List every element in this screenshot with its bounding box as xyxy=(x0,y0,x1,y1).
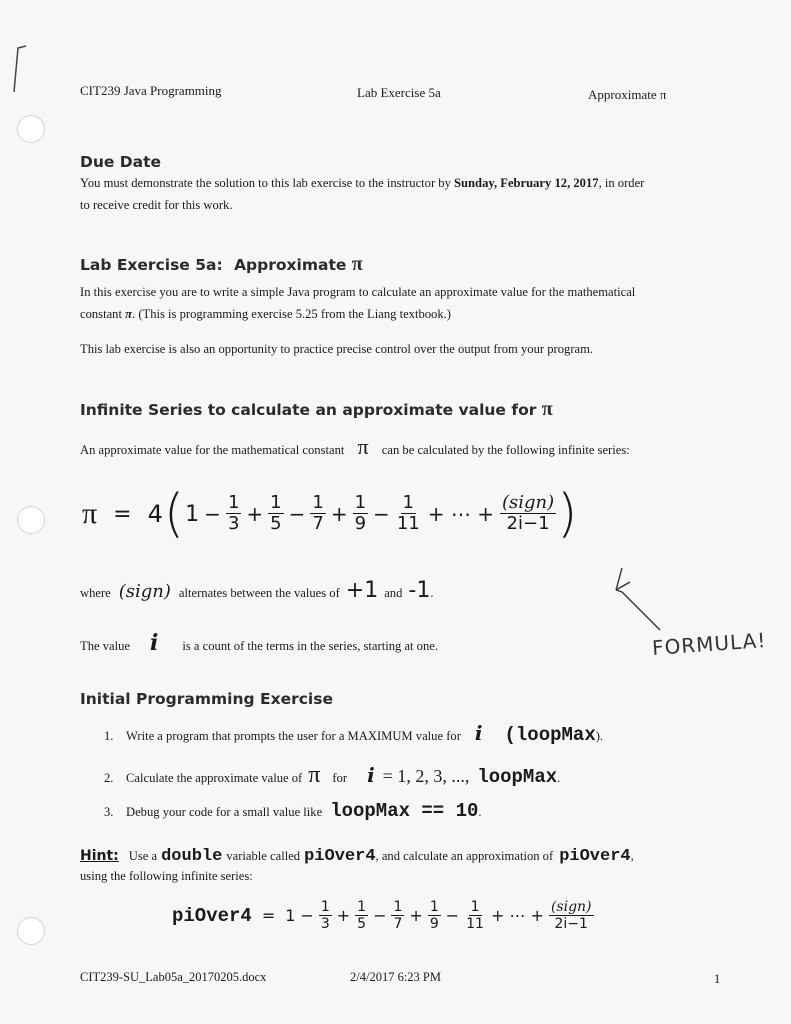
series-heading xyxy=(80,398,553,421)
exercise-item-2 xyxy=(104,764,560,789)
header-course: CIT239 Java Programming xyxy=(80,83,222,98)
series-term-denominator: 7 xyxy=(312,512,324,534)
equation-ellipsis: + ⋯ + xyxy=(427,502,494,526)
header-topic-text: Approximate xyxy=(588,87,657,102)
series-term-denominator: 9 xyxy=(354,512,367,534)
binder-hole-bottom xyxy=(17,917,45,945)
eq2-term-op: + xyxy=(336,906,351,926)
equation-close-paren: ) xyxy=(557,484,578,544)
eq2-term-numerator: 1 xyxy=(429,899,439,915)
series-term-numerator: 1 xyxy=(402,491,414,513)
series-term-numerator: 1 xyxy=(354,491,367,513)
binder-hole-middle xyxy=(17,506,45,534)
hint-line-2: using the following infinite series: xyxy=(80,869,253,883)
eq2-term-denominator: 9 xyxy=(429,915,439,932)
item-1-end: ). xyxy=(595,729,604,743)
series-term-op: − xyxy=(288,501,306,526)
initial-exercise-heading: Initial Programming Exercise xyxy=(80,690,333,708)
eq2-term-op: − xyxy=(373,906,387,926)
item-1-i-symbol: i xyxy=(474,721,483,745)
equation-lhs-pi: π xyxy=(82,497,98,530)
footer-filename: CIT239-SU_Lab05a_20170205.docx xyxy=(80,970,267,984)
eq2-last-den: 2i−1 xyxy=(554,915,588,932)
hint-text-3: , and calculate an approximation of xyxy=(375,849,554,863)
eq2-term-denominator: 3 xyxy=(320,915,330,932)
lab-heading-rest: Approximate xyxy=(234,256,347,274)
eq2-term-numerator: 1 xyxy=(470,899,480,915)
due-date-text xyxy=(80,172,720,216)
pi-series-equation xyxy=(82,484,578,544)
where-label: where xyxy=(80,586,111,600)
lab-p1-line1: In this exercise you are to write a simple Java program to calculate an approximate value for the mathematical xyxy=(80,285,636,299)
item-2-range: = 1, 2, 3, ..., xyxy=(382,766,470,786)
value-i-line xyxy=(80,632,438,657)
eq2-ellipsis: + ⋯ + xyxy=(490,906,544,926)
handwritten-arrow xyxy=(600,560,680,640)
series-term-denominator: 5 xyxy=(270,512,282,534)
series-intro-pi: π xyxy=(357,434,369,459)
item-3-code: loopMax == 10 xyxy=(330,800,479,822)
header-pi: π xyxy=(659,87,667,102)
lab-p1-pi: π xyxy=(125,307,133,321)
eq2-term-op: − xyxy=(445,906,460,926)
eq2-term-fraction xyxy=(355,900,368,932)
lab-heading-label: Lab Exercise 5a: xyxy=(80,256,223,274)
eq2-term-denominator: 11 xyxy=(466,915,484,932)
item-3-number: 3. xyxy=(104,805,114,819)
item-3-end: . xyxy=(478,805,482,819)
series-term-fraction xyxy=(310,491,325,535)
due-text-after: , in order xyxy=(598,176,645,190)
series-term-fraction xyxy=(268,491,283,535)
item-1-text: Write a program that prompts the user for a MAXIMUM value for xyxy=(126,729,461,743)
eq2-terms xyxy=(295,900,486,932)
series-term-fraction xyxy=(353,491,368,535)
lab-p1-rest: . (This is programming exercise 5.25 from the Liang textbook.) xyxy=(132,307,451,321)
equation-open-paren: ( xyxy=(163,484,185,544)
series-intro-after: can be calculated by the following infinite series: xyxy=(381,443,630,457)
item-3-text: Debug your code for a small value like xyxy=(126,805,323,819)
series-term-fraction xyxy=(395,491,422,535)
equation-equals: = xyxy=(113,501,132,527)
item-1-number: 1. xyxy=(104,729,114,743)
piover4-equation xyxy=(172,900,594,932)
lab-p1-constant: constant xyxy=(80,307,122,321)
hint-label: Hint: xyxy=(80,848,119,864)
equation-terms xyxy=(199,491,422,535)
due-text-before: You must demonstrate the solution to this lab exercise to the instructor by xyxy=(80,176,455,190)
eq2-one: 1 xyxy=(285,906,296,926)
series-heading-text: Infinite Series to calculate an approximate value for xyxy=(80,401,537,419)
due-text-line2: to receive credit for this work. xyxy=(80,198,233,212)
eq2-term-op: − xyxy=(300,906,314,926)
item-2-code: loopMax xyxy=(477,766,558,788)
lab-paragraph-1 xyxy=(80,281,730,325)
series-term-numerator: 1 xyxy=(227,491,240,513)
where-sign-line xyxy=(80,580,434,604)
lab-paragraph-2: This lab exercise is also an opportunity to practice precise control over the output from your program. xyxy=(80,342,594,356)
footer-page-number: 1 xyxy=(714,972,721,986)
eq2-term-fraction xyxy=(464,900,486,932)
due-date-value: Sunday, February 12, 2017 xyxy=(454,176,599,190)
equation-one: 1 xyxy=(185,501,200,527)
eq2-last-term xyxy=(549,900,594,932)
series-heading-pi: π xyxy=(541,398,553,420)
hint-code-double: double xyxy=(161,847,223,866)
value-desc: is a count of the terms in the series, starting at one. xyxy=(182,639,439,653)
series-term-op: − xyxy=(373,501,390,526)
equation-last-num: (sign) xyxy=(501,491,555,513)
equation-last-den: 2i−1 xyxy=(506,512,550,534)
value-label: The value xyxy=(80,639,130,653)
equation-last-term xyxy=(500,491,556,535)
header-exercise: Lab Exercise 5a xyxy=(357,85,441,100)
hint-text-1: Use a xyxy=(128,849,158,863)
hint-code-piover4: piOver4 xyxy=(304,847,376,866)
lab-heading-pi: π xyxy=(351,253,363,275)
series-term-op: − xyxy=(204,501,221,526)
eq2-term-numerator: 1 xyxy=(320,899,330,915)
series-intro-before: An approximate value for the mathematical constant xyxy=(80,443,345,457)
eq2-term-fraction xyxy=(428,900,441,932)
eq2-term-numerator: 1 xyxy=(357,899,367,915)
eq2-last-num: (sign) xyxy=(550,899,592,915)
eq2-lhs: piOver4 xyxy=(172,904,252,927)
series-term-op: + xyxy=(246,501,264,526)
where-and: and xyxy=(384,586,403,600)
exercise-item-3 xyxy=(104,800,482,823)
pen-mark xyxy=(4,40,34,100)
eq2-term-denominator: 7 xyxy=(393,915,403,932)
item-2-i-symbol: i xyxy=(367,763,375,787)
series-term-denominator: 11 xyxy=(396,512,420,534)
series-term-fraction xyxy=(226,491,241,535)
series-term-numerator: 1 xyxy=(312,491,324,513)
item-2-end: . xyxy=(557,771,561,785)
footer-datetime: 2/4/2017 6:23 PM xyxy=(350,970,441,984)
where-sign: (sign) xyxy=(118,581,171,602)
where-period: . xyxy=(430,586,434,600)
item-2-number: 2. xyxy=(104,771,114,785)
series-term-op: + xyxy=(330,501,348,526)
lab-heading xyxy=(80,253,363,276)
item-2-text: Calculate the approximate value of xyxy=(126,771,303,785)
item-2-pi: π xyxy=(308,762,321,788)
hint-text-4: , xyxy=(630,849,634,863)
item-2-for: for xyxy=(332,771,348,785)
hint-text-2: variable called xyxy=(226,849,301,863)
eq2-term-numerator: 1 xyxy=(393,899,403,915)
eq2-term-fraction xyxy=(319,900,332,932)
handwritten-formula-note: FORMULA! xyxy=(651,628,768,660)
series-term-denominator: 3 xyxy=(227,512,240,534)
series-term-numerator: 1 xyxy=(270,491,282,513)
eq2-term-denominator: 5 xyxy=(357,915,367,932)
minus-one: -1 xyxy=(408,578,431,603)
plus-one: +1 xyxy=(345,578,379,603)
header-topic xyxy=(588,87,666,103)
value-i-symbol: i xyxy=(150,630,159,656)
equation-coefficient: 4 xyxy=(147,500,163,528)
hint-code-piover4-2: piOver4 xyxy=(559,847,631,866)
exercise-item-1 xyxy=(104,722,603,747)
eq2-equals: = xyxy=(261,906,276,926)
item-1-code: (loopMax xyxy=(504,724,596,746)
where-mid: alternates between the values of xyxy=(178,586,340,600)
due-date-heading: Due Date xyxy=(80,153,162,171)
eq2-term-op: + xyxy=(409,906,423,926)
eq2-term-fraction xyxy=(391,900,404,932)
binder-hole-top xyxy=(17,115,45,143)
series-intro xyxy=(80,436,630,461)
